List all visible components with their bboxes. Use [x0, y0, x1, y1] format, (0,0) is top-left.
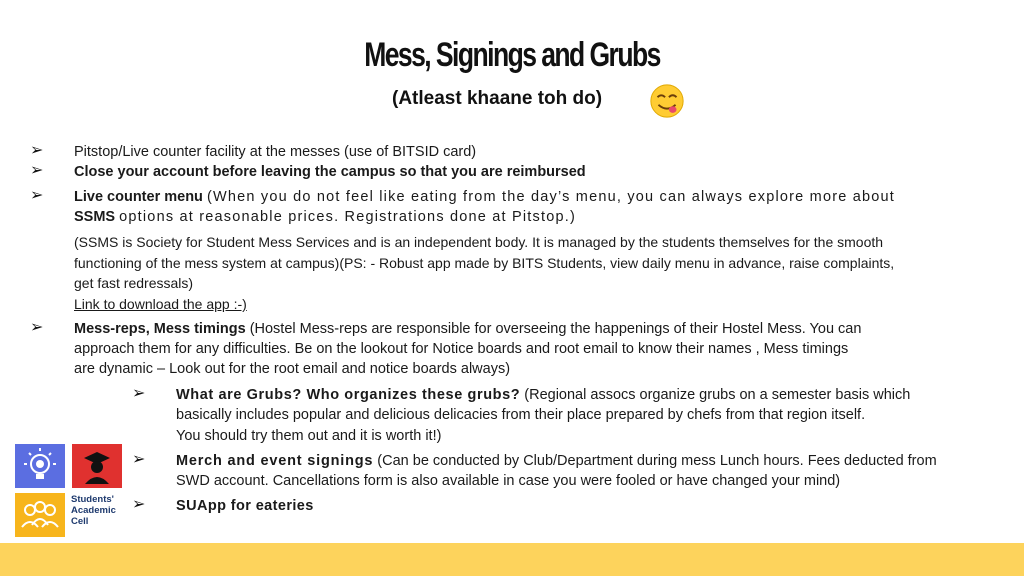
face-savoring-food-icon	[648, 82, 686, 120]
ssms-label: SSMS	[74, 209, 116, 225]
footer-bar	[0, 543, 1024, 576]
item-merch-heading: Merch and event signings	[176, 453, 374, 469]
download-app-link[interactable]: Link to download the app :-)	[74, 296, 247, 312]
item-merch-text: (Can be conducted by Club/Department during mess Lunch hours. Fees deducted from	[377, 453, 937, 469]
item-pitstop: Pitstop/Live counter facility at the messes (use of BITSID card)	[74, 144, 477, 160]
sac-line-2: Academic	[71, 505, 116, 516]
bullet-icon: ➢	[30, 187, 44, 204]
item-mess-reps-line3: are dynamic – Look out for the root email and notice boards always)	[74, 361, 511, 377]
item-grubs	[176, 385, 910, 405]
ssms-note-line3: get fast redressals)	[74, 275, 194, 291]
page-title: Mess, Signings and Grubs	[364, 36, 660, 74]
item-mess-reps	[74, 319, 861, 339]
sac-logo-text	[71, 494, 116, 527]
item-live-counter	[74, 187, 895, 207]
item-grubs-line3: You should try them out and it is worth it!)	[176, 428, 442, 444]
graduate-icon	[72, 444, 122, 488]
page-subtitle: (Atleast khaane toh do)	[392, 88, 603, 109]
item-suapp: SUApp for eateries	[176, 498, 314, 514]
item-live-counter-text: (When you do not feel like eating from the day’s menu, you can always explore more about	[206, 189, 896, 205]
ssms-text: options at reasonable prices. Registrations done at Pitstop.)	[119, 209, 576, 225]
item-live-counter-line2	[74, 207, 576, 227]
bullet-icon: ➢	[132, 385, 146, 402]
bullet-icon: ➢	[30, 162, 44, 179]
item-grubs-text: (Regional assocs organize grubs on a semester basis which	[524, 387, 911, 403]
gear-bulb-icon	[15, 444, 65, 488]
item-merch-line2: SWD account. Cancellations form is also available in case you were fooled or have changed your mind)	[176, 473, 841, 489]
item-live-counter-heading: Live counter menu	[74, 189, 203, 205]
item-mess-reps-text: (Hostel Mess-reps are responsible for overseeing the happenings of their Hostel Mess. You can	[249, 321, 862, 337]
item-mess-reps-line2: approach them for any difficulties. Be on the lookout for Notice boards and root email to know their names , Mess timings	[74, 341, 849, 357]
bullet-icon: ➢	[30, 319, 44, 336]
group-people-icon	[15, 493, 65, 537]
bullet-icon: ➢	[132, 496, 146, 513]
sac-line-1: Students'	[71, 494, 114, 505]
bullet-icon: ➢	[132, 451, 146, 468]
ssms-note-line2: functioning of the mess system at campus)(PS: - Robust app made by BITS Students, view daily menu in advance, raise complaints,	[74, 255, 895, 271]
item-grubs-line2: basically includes popular and delicious delicacies from their place prepared by chefs from that region itself.	[176, 407, 866, 423]
sac-line-3: Cell	[71, 516, 89, 527]
item-mess-reps-heading: Mess-reps, Mess timings	[74, 321, 246, 337]
ssms-note-line1: (SSMS is Society for Student Mess Services and is an independent body. It is managed by the students themselves for the smooth	[74, 234, 884, 250]
item-merch	[176, 451, 937, 471]
item-close-account: Close your account before leaving the campus so that you are reimbursed	[74, 164, 586, 180]
item-grubs-heading: What are Grubs? Who organizes these grubs?	[176, 387, 521, 403]
bullet-icon: ➢	[30, 142, 44, 159]
